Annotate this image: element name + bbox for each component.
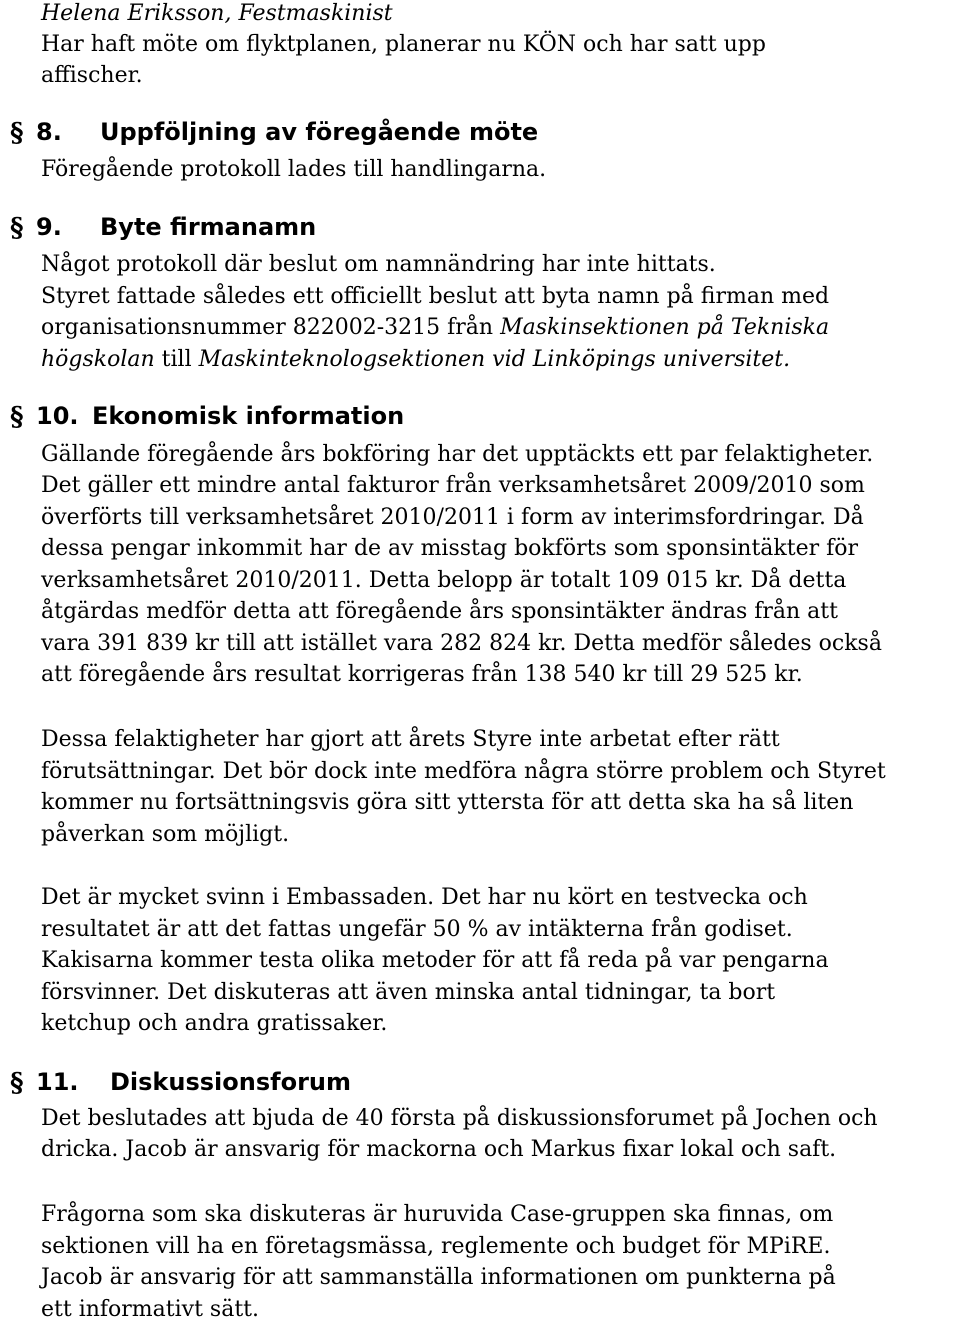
- section-title: Byte firmanamn: [100, 213, 317, 241]
- italic-text: högskolan: [41, 347, 155, 372]
- paragraph-line: förutsättningar. Det bör dock inte medföra några större problem och Styret: [41, 759, 886, 784]
- section-heading-8: [10, 116, 538, 149]
- section-heading-9: [10, 211, 316, 244]
- paragraph-line: påverkan som möjligt.: [41, 822, 290, 847]
- paragraph-line: Något protokoll där beslut om namnändring har inte hittats.: [41, 252, 716, 277]
- plain-text: organisationsnummer 822002-3215 från: [41, 315, 501, 340]
- section-symbol: §: [10, 402, 24, 432]
- section-number: 11.: [36, 1068, 79, 1096]
- paragraph-line: dricka. Jacob är ansvarig för mackorna och Markus fixar lokal och saft.: [41, 1137, 837, 1162]
- paragraph-line: Frågorna som ska diskuteras är huruvida Case-gruppen ska finnas, om: [41, 1202, 834, 1227]
- paragraph-line: Det beslutades att bjuda de 40 första på diskussionsforumet på Jochen och: [41, 1106, 878, 1131]
- paragraph-line: ett informativt sätt.: [41, 1297, 260, 1322]
- paragraph-line: att föregående års resultat korrigeras från 138 540 kr till 29 525 kr.: [41, 662, 803, 687]
- section-heading-11: [10, 1066, 351, 1099]
- italic-text: Maskinsektionen på Tekniska: [500, 315, 830, 340]
- paragraph-line: överförts till verksamhetsåret 2010/2011 i form av interimsfordringar. Då: [41, 505, 864, 530]
- section-number: 8.: [36, 118, 62, 146]
- paragraph-line: åtgärdas medför detta att föregående års sponsintäkter ändras från att: [41, 599, 838, 624]
- paragraph-line: sektionen vill ha en företagsmässa, reglemente och budget för MPiRE.: [41, 1234, 831, 1259]
- paragraph-line: Gällande föregående års bokföring har det upptäckts ett par felaktigheter.: [41, 442, 874, 467]
- paragraph-line: Det gäller ett mindre antal fakturor från verksamhetsåret 2009/2010 som: [41, 473, 865, 498]
- italic-text: Maskinteknologsektionen vid Linköpings universitet.: [198, 347, 791, 372]
- paragraph-line: Dessa felaktigheter har gjort att årets Styre inte arbetat efter rätt: [41, 727, 780, 752]
- section-title: Diskussionsforum: [110, 1068, 351, 1096]
- member-name: Helena Eriksson, Festmaskinist: [41, 1, 393, 26]
- section-symbol: §: [10, 213, 24, 243]
- paragraph-line: Styret fattade således ett officiellt beslut att byta namn på firman med: [41, 284, 830, 309]
- paragraph-line: resultatet är att det fattas ungefär 50 % av intäkterna från godiset.: [41, 917, 793, 942]
- paragraph-line: vara 391 839 kr till att istället vara 282 824 kr. Detta medför således också: [41, 631, 882, 656]
- paragraph-line: Kakisarna kommer testa olika metoder för att få reda på var pengarna: [41, 948, 829, 973]
- section-number: 10.: [36, 402, 79, 430]
- paragraph-line: försvinner. Det diskuteras att även minska antal tidningar, ta bort: [41, 980, 776, 1005]
- section-symbol: §: [10, 118, 24, 148]
- section-title: Uppföljning av föregående möte: [100, 118, 539, 146]
- plain-text: till: [154, 347, 199, 372]
- section-symbol: §: [10, 1068, 24, 1098]
- paragraph-line: dessa pengar inkommit har de av misstag bokförts som sponsintäkter för: [41, 536, 859, 561]
- paragraph-line: Det är mycket svinn i Embassaden. Det har nu kört en testvecka och: [41, 885, 808, 910]
- paragraph-line: Föregående protokoll lades till handlingarna.: [41, 157, 547, 182]
- section-heading-10: [10, 400, 404, 433]
- paragraph-line: Har haft möte om flyktplanen, planerar nu KÖN och har satt upp: [41, 32, 766, 57]
- section-number: 9.: [36, 213, 62, 241]
- paragraph-line: ketchup och andra gratissaker.: [41, 1011, 388, 1036]
- paragraph-line: Jacob är ansvarig för att sammanställa informationen om punkterna på: [41, 1265, 836, 1290]
- paragraph-line: kommer nu fortsättningsvis göra sitt yttersta för att detta ska ha så liten: [41, 790, 854, 815]
- paragraph-line: [41, 344, 790, 376]
- paragraph-line: [41, 312, 829, 344]
- section-title: Ekonomisk information: [92, 402, 405, 430]
- paragraph-line: affischer.: [41, 63, 143, 88]
- paragraph-line: verksamhetsåret 2010/2011. Detta belopp är totalt 109 015 kr. Då detta: [41, 568, 847, 593]
